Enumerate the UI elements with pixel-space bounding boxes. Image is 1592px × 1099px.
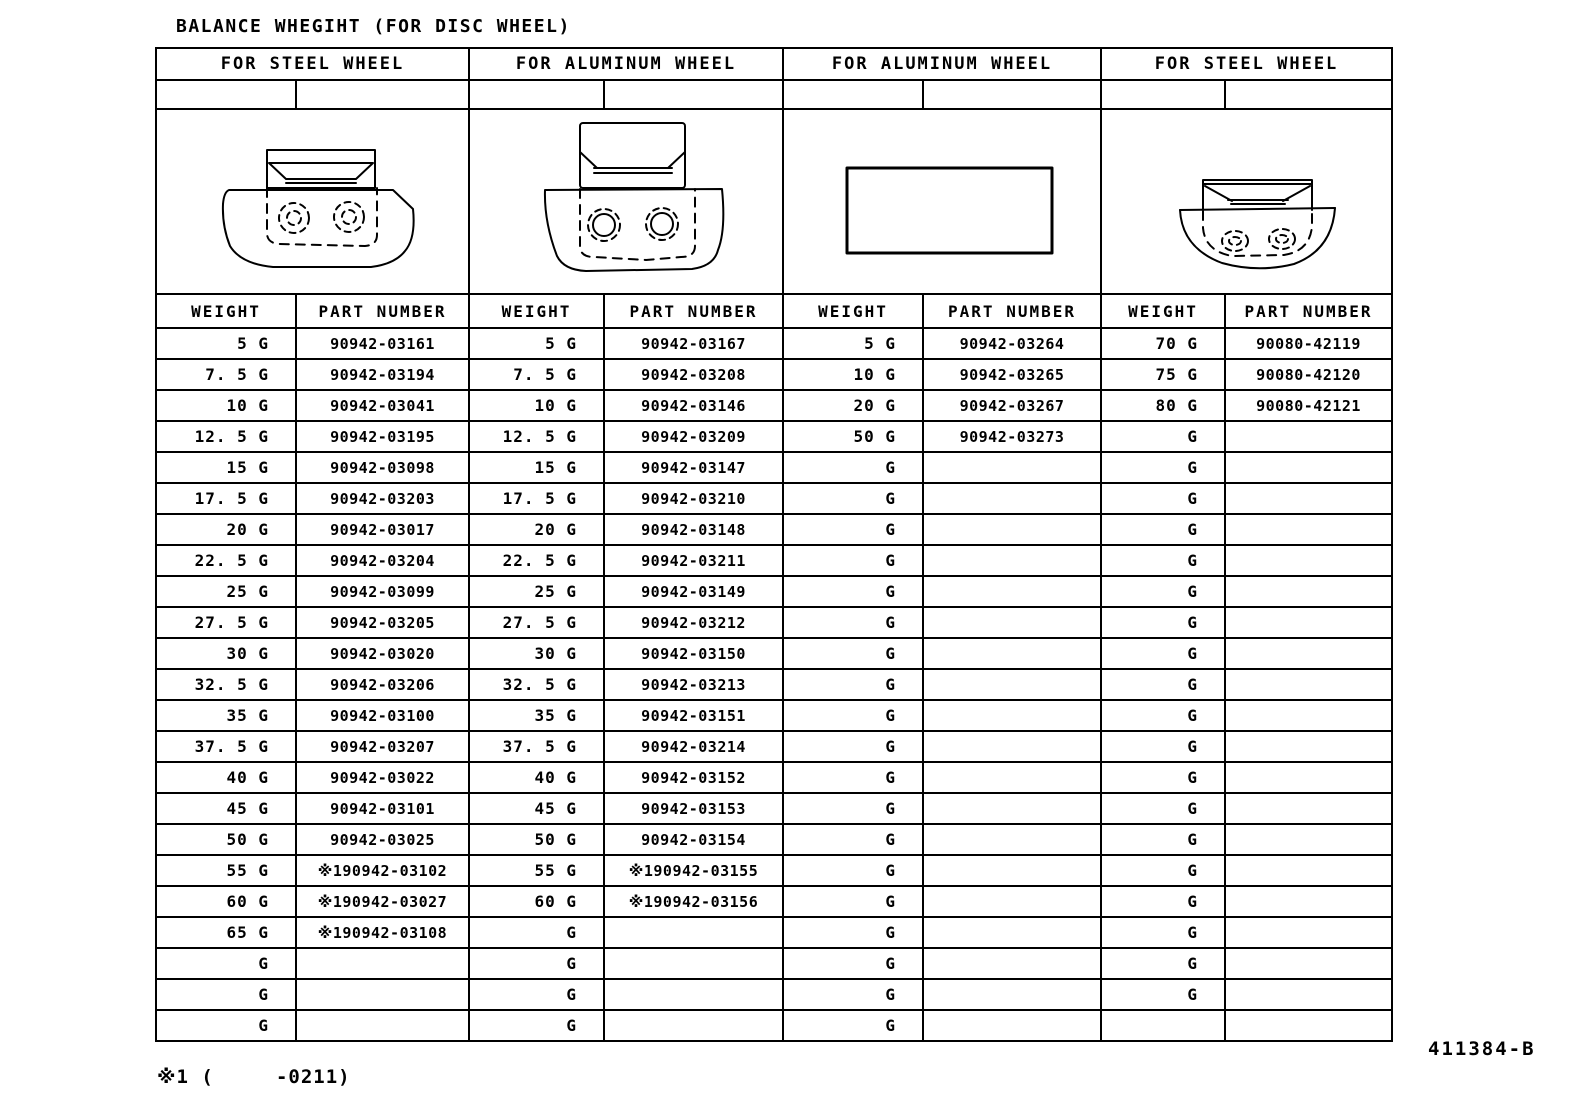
part-number-cell [1225, 762, 1392, 793]
sub-header-cell [156, 80, 296, 109]
part-number-cell [296, 979, 469, 1010]
part-number-cell: 90942-03273 [923, 421, 1101, 452]
part-number-cell [923, 545, 1101, 576]
sub-header-cell [923, 80, 1101, 109]
weight-cell: 10 G [156, 390, 296, 421]
weight-cell: G [783, 669, 923, 700]
weight-cell: G [783, 824, 923, 855]
part-number-cell: 90942-03213 [604, 669, 783, 700]
part-number-cell: 90942-03147 [604, 452, 783, 483]
table-row [156, 700, 1392, 731]
weight-cell: 40 G [469, 762, 604, 793]
weight-cell: 25 G [469, 576, 604, 607]
part-number-cell [923, 452, 1101, 483]
drawing-cell-aluminum-1 [469, 109, 783, 294]
table-row [156, 390, 1392, 421]
weight-cell: G [783, 607, 923, 638]
table-row [156, 793, 1392, 824]
weight-column-header: WEIGHT [783, 294, 923, 328]
part-number-cell: 90942-03211 [604, 545, 783, 576]
part-number-cell [923, 731, 1101, 762]
part-number-cell: 90080-42120 [1225, 359, 1392, 390]
balance-weight-table [155, 47, 1393, 1042]
weight-cell: G [1101, 824, 1225, 855]
weight-cell: G [1101, 514, 1225, 545]
sub-header-cell [604, 80, 783, 109]
part-number-cell [1225, 638, 1392, 669]
part-number-cell [923, 669, 1101, 700]
doc-number: 411384-B [1428, 1038, 1536, 1060]
weight-cell: 32. 5 G [469, 669, 604, 700]
weight-cell: G [783, 855, 923, 886]
weight-cell: G [1101, 607, 1225, 638]
part-number-cell [923, 948, 1101, 979]
part-number-column-header: PART NUMBER [604, 294, 783, 328]
weight-cell: 37. 5 G [156, 731, 296, 762]
table-row [156, 948, 1392, 979]
part-number-cell [604, 979, 783, 1010]
weight-cell [1101, 1010, 1225, 1041]
part-number-column-header: PART NUMBER [1225, 294, 1392, 328]
part-number-cell [923, 1010, 1101, 1041]
weight-cell: 40 G [156, 762, 296, 793]
weight-cell: G [783, 514, 923, 545]
weight-cell: G [1101, 700, 1225, 731]
weight-cell: 5 G [469, 328, 604, 359]
table-row [156, 483, 1392, 514]
weight-cell: 50 G [156, 824, 296, 855]
weight-cell: G [469, 948, 604, 979]
part-number-cell: 90942-03025 [296, 824, 469, 855]
weight-cell: 50 G [469, 824, 604, 855]
part-number-cell: 90942-03264 [923, 328, 1101, 359]
part-number-cell: 90942-03100 [296, 700, 469, 731]
part-number-cell [923, 576, 1101, 607]
weight-cell: G [783, 452, 923, 483]
weight-cell: 60 G [469, 886, 604, 917]
weight-cell: 22. 5 G [469, 545, 604, 576]
weight-column-header: WEIGHT [1101, 294, 1225, 328]
part-number-cell [923, 700, 1101, 731]
part-number-cell [923, 979, 1101, 1010]
column-header-row [156, 294, 1392, 328]
part-number-cell [1225, 576, 1392, 607]
drawing-cell-steel-2 [1101, 109, 1392, 294]
part-number-cell: 90942-03167 [604, 328, 783, 359]
part-number-cell: 90942-03207 [296, 731, 469, 762]
table-row [156, 824, 1392, 855]
sub-header-cell [1101, 80, 1225, 109]
part-number-cell: 90942-03203 [296, 483, 469, 514]
weight-cell: 10 G [783, 359, 923, 390]
weight-cell: 15 G [156, 452, 296, 483]
weight-cell: G [156, 979, 296, 1010]
table-row [156, 917, 1392, 948]
weight-cell: 17. 5 G [156, 483, 296, 514]
weight-cell: 35 G [156, 700, 296, 731]
part-number-cell [1225, 421, 1392, 452]
part-number-cell [604, 948, 783, 979]
table-row [156, 979, 1392, 1010]
group-header-aluminum-wheel-2: FOR ALUMINUM WHEEL [783, 48, 1101, 80]
part-number-cell: 90942-03020 [296, 638, 469, 669]
table-row [156, 421, 1392, 452]
weight-cell: G [783, 483, 923, 514]
part-number-column-header: PART NUMBER [923, 294, 1101, 328]
weight-cell: G [156, 948, 296, 979]
weight-cell: 55 G [469, 855, 604, 886]
part-number-cell: 90942-03214 [604, 731, 783, 762]
clip-on-weight-tall-clip-drawing [470, 110, 783, 293]
weight-cell: 50 G [783, 421, 923, 452]
table-row [156, 855, 1392, 886]
weight-cell: G [783, 576, 923, 607]
weight-cell: G [1101, 979, 1225, 1010]
part-number-cell [604, 1010, 783, 1041]
weight-cell: 55 G [156, 855, 296, 886]
part-number-cell [923, 638, 1101, 669]
table-row [156, 1010, 1392, 1041]
weight-cell: 70 G [1101, 328, 1225, 359]
part-number-cell: 90942-03206 [296, 669, 469, 700]
part-number-cell: 90942-03267 [923, 390, 1101, 421]
drawing-row [156, 109, 1392, 294]
weight-cell: 30 G [156, 638, 296, 669]
weight-cell: 5 G [156, 328, 296, 359]
table-row [156, 638, 1392, 669]
part-number-cell [1225, 669, 1392, 700]
weight-cell: 60 G [156, 886, 296, 917]
weight-cell: G [1101, 731, 1225, 762]
weight-cell: G [469, 917, 604, 948]
sub-header-cell [469, 80, 604, 109]
part-number-cell [1225, 824, 1392, 855]
table-row [156, 731, 1392, 762]
part-number-cell [1225, 731, 1392, 762]
part-number-cell [923, 607, 1101, 638]
weight-cell: G [1101, 917, 1225, 948]
weight-cell: G [156, 1010, 296, 1041]
part-number-cell: ※190942-03027 [296, 886, 469, 917]
weight-cell: G [783, 886, 923, 917]
weight-cell: G [783, 793, 923, 824]
weight-cell: 15 G [469, 452, 604, 483]
part-number-cell [923, 762, 1101, 793]
part-number-cell: 90942-03210 [604, 483, 783, 514]
weight-cell: G [783, 917, 923, 948]
weight-cell: G [1101, 669, 1225, 700]
part-number-cell: 90942-03022 [296, 762, 469, 793]
weight-cell: 5 G [783, 328, 923, 359]
weight-cell: 65 G [156, 917, 296, 948]
table-row [156, 762, 1392, 793]
weight-cell: 17. 5 G [469, 483, 604, 514]
weight-cell: G [783, 731, 923, 762]
part-number-cell [1225, 1010, 1392, 1041]
weight-cell: G [783, 762, 923, 793]
part-number-cell: 90942-03146 [604, 390, 783, 421]
weight-cell: 12. 5 G [156, 421, 296, 452]
part-number-cell: 90942-03212 [604, 607, 783, 638]
weight-cell: 30 G [469, 638, 604, 669]
part-number-cell: 90942-03209 [604, 421, 783, 452]
weight-cell: 75 G [1101, 359, 1225, 390]
part-number-cell: 90942-03148 [604, 514, 783, 545]
sub-header-cell [1225, 80, 1392, 109]
part-number-cell: ※190942-03155 [604, 855, 783, 886]
part-number-cell: 90942-03194 [296, 359, 469, 390]
part-number-cell: 90942-03152 [604, 762, 783, 793]
group-header-aluminum-wheel-1: FOR ALUMINUM WHEEL [469, 48, 783, 80]
weight-cell: G [1101, 793, 1225, 824]
group-header-steel-wheel-2: FOR STEEL WHEEL [1101, 48, 1392, 80]
weight-cell: G [1101, 576, 1225, 607]
part-number-cell: 90942-03265 [923, 359, 1101, 390]
weight-cell: 35 G [469, 700, 604, 731]
part-number-cell [1225, 452, 1392, 483]
weight-cell: G [783, 1010, 923, 1041]
table-row [156, 452, 1392, 483]
table-row [156, 545, 1392, 576]
footnote: ※1 ( -0211) [157, 1066, 351, 1088]
part-number-cell [923, 855, 1101, 886]
weight-cell: G [1101, 855, 1225, 886]
part-number-cell [923, 483, 1101, 514]
weight-cell: 45 G [156, 793, 296, 824]
group-header-row [156, 48, 1392, 80]
adhesive-weight-rectangle-drawing [784, 110, 1101, 293]
table-row [156, 359, 1392, 390]
weight-cell: G [1101, 638, 1225, 669]
part-number-cell [1225, 700, 1392, 731]
part-number-cell [1225, 607, 1392, 638]
page-title: BALANCE WHEGIHT (FOR DISC WHEEL) [176, 16, 571, 37]
weight-cell: 45 G [469, 793, 604, 824]
part-number-cell: ※190942-03108 [296, 917, 469, 948]
part-number-cell [923, 917, 1101, 948]
part-number-cell: 90942-03101 [296, 793, 469, 824]
part-number-cell [1225, 886, 1392, 917]
part-number-cell: 90942-03017 [296, 514, 469, 545]
weight-cell: G [1101, 452, 1225, 483]
weight-cell: 7. 5 G [469, 359, 604, 390]
part-number-cell: 90942-03149 [604, 576, 783, 607]
part-number-cell [296, 948, 469, 979]
sub-header-cell [783, 80, 923, 109]
weight-cell: G [1101, 421, 1225, 452]
weight-cell: G [1101, 483, 1225, 514]
part-number-cell: 90942-03151 [604, 700, 783, 731]
table-row [156, 514, 1392, 545]
part-number-cell [1225, 855, 1392, 886]
part-number-cell [1225, 917, 1392, 948]
weight-cell: 10 G [469, 390, 604, 421]
weight-cell: 22. 5 G [156, 545, 296, 576]
part-number-cell [1225, 483, 1392, 514]
weight-cell: G [1101, 762, 1225, 793]
weight-cell: G [1101, 545, 1225, 576]
part-number-cell: 90942-03153 [604, 793, 783, 824]
weight-cell: G [1101, 948, 1225, 979]
part-number-cell [1225, 948, 1392, 979]
part-number-cell [1225, 793, 1392, 824]
weight-cell: G [469, 1010, 604, 1041]
part-number-cell [923, 886, 1101, 917]
weight-cell: G [469, 979, 604, 1010]
part-number-cell: 90942-03150 [604, 638, 783, 669]
part-number-cell: 90942-03154 [604, 824, 783, 855]
part-number-cell: 90080-42119 [1225, 328, 1392, 359]
part-number-cell: ※190942-03102 [296, 855, 469, 886]
part-number-cell: 90942-03161 [296, 328, 469, 359]
weight-cell: 20 G [156, 514, 296, 545]
weight-cell: 20 G [783, 390, 923, 421]
table-row [156, 576, 1392, 607]
part-number-cell [923, 514, 1101, 545]
part-number-cell [923, 793, 1101, 824]
part-number-cell: 90080-42121 [1225, 390, 1392, 421]
part-number-cell: 90942-03195 [296, 421, 469, 452]
part-number-cell: 90942-03098 [296, 452, 469, 483]
clip-on-weight-front-view-drawing [157, 110, 469, 293]
sub-header-row [156, 80, 1392, 109]
weight-cell: 37. 5 G [469, 731, 604, 762]
data-rows [156, 328, 1392, 1041]
weight-cell: 7. 5 G [156, 359, 296, 390]
clip-on-weight-half-moon-drawing [1102, 110, 1392, 293]
part-number-cell: 90942-03099 [296, 576, 469, 607]
part-number-cell: ※190942-03156 [604, 886, 783, 917]
weight-cell: 27. 5 G [156, 607, 296, 638]
weight-cell: 20 G [469, 514, 604, 545]
weight-cell: G [783, 545, 923, 576]
sub-header-cell [296, 80, 469, 109]
weight-column-header: WEIGHT [156, 294, 296, 328]
weight-cell: G [1101, 886, 1225, 917]
weight-cell: 80 G [1101, 390, 1225, 421]
weight-cell: G [783, 979, 923, 1010]
weight-cell: G [783, 948, 923, 979]
drawing-cell-aluminum-2 [783, 109, 1101, 294]
weight-cell: 25 G [156, 576, 296, 607]
weight-cell: 32. 5 G [156, 669, 296, 700]
group-header-steel-wheel-1: FOR STEEL WHEEL [156, 48, 469, 80]
drawing-cell-steel-1 [156, 109, 469, 294]
part-number-cell: 90942-03204 [296, 545, 469, 576]
part-number-cell [923, 824, 1101, 855]
weight-cell: 27. 5 G [469, 607, 604, 638]
part-number-cell [604, 917, 783, 948]
weight-cell: G [783, 700, 923, 731]
part-number-cell [1225, 514, 1392, 545]
table-row [156, 328, 1392, 359]
weight-column-header: WEIGHT [469, 294, 604, 328]
part-number-column-header: PART NUMBER [296, 294, 469, 328]
weight-cell: 12. 5 G [469, 421, 604, 452]
table-row [156, 669, 1392, 700]
weight-cell: G [783, 638, 923, 669]
part-number-cell: 90942-03041 [296, 390, 469, 421]
part-number-cell [1225, 979, 1392, 1010]
part-number-cell: 90942-03205 [296, 607, 469, 638]
part-number-cell [1225, 545, 1392, 576]
table-row [156, 607, 1392, 638]
part-number-cell [296, 1010, 469, 1041]
table-row [156, 886, 1392, 917]
part-number-cell: 90942-03208 [604, 359, 783, 390]
